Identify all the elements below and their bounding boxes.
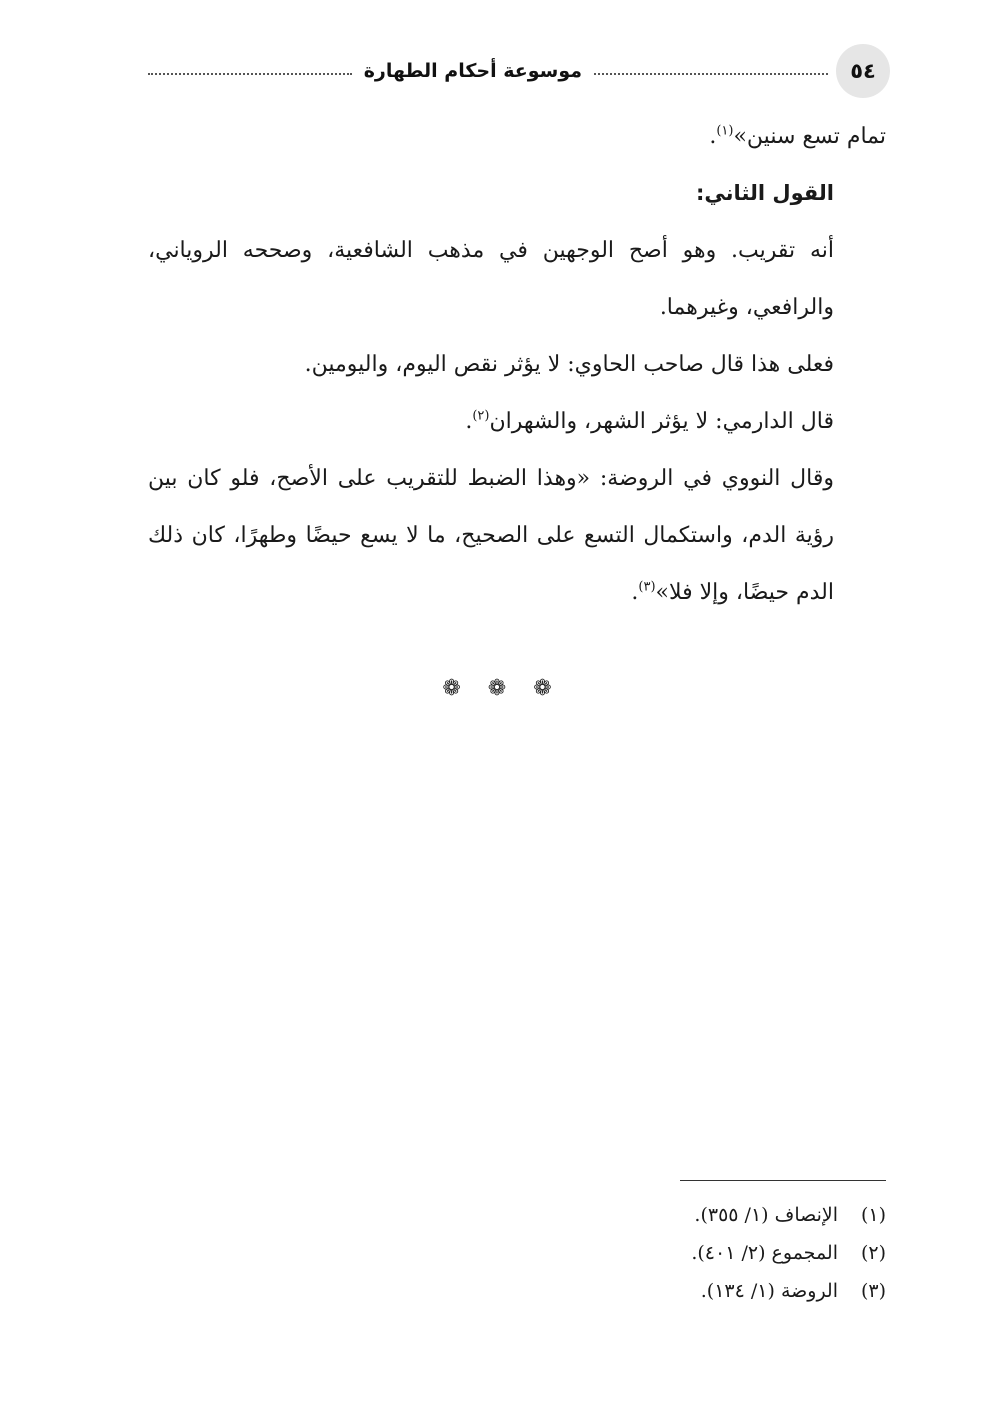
paragraph-1 <box>148 108 886 165</box>
footnote-ref-1[interactable]: (١) <box>716 123 734 139</box>
paragraph-5-end: . <box>631 580 639 605</box>
page-number-badge <box>836 44 890 98</box>
header-title-row <box>148 58 828 84</box>
main-text <box>148 108 886 621</box>
footnote-text: الإنصاف (١/ ٣٥٥). <box>694 1204 838 1226</box>
footnote-3 <box>148 1272 886 1310</box>
paragraph-5-text: وقال النووي في الروضة: «وهذا الضبط للتقريب على الأصح، فلو كان بين رؤية الدم، واستكمال التسع على الصحيح، ما لا يسع حيضًا وطهرًا، كان ذلك الدم حيضًا، وإلا فلا» <box>148 466 834 605</box>
header-dotted-leader-left <box>148 73 352 75</box>
footnote-ref-3[interactable]: (٣) <box>638 579 656 595</box>
running-header <box>148 44 890 98</box>
book-title: موسوعة أحكام الطهارة <box>363 60 582 82</box>
footnote-number: (١) <box>860 1204 886 1226</box>
paragraph-4-end: . <box>465 409 473 434</box>
section-heading: القول الثاني: <box>696 181 834 205</box>
paragraph-3: فعلى هذا قال صاحب الحاوي: لا يؤثر نقص اليوم، واليومين. <box>304 352 834 377</box>
section-separator-ornament: ❁ ❁ ❁ <box>442 676 562 701</box>
footnote-number: (٢) <box>860 1242 886 1264</box>
paragraph-5 <box>148 450 886 621</box>
footnote-text: الروضة (١/ ١٣٤). <box>700 1280 838 1302</box>
paragraph-4-text: قال الدارمي: لا يؤثر الشهر، والشهران <box>489 409 834 434</box>
page-number: ٥٤ <box>850 59 876 83</box>
paragraph-4 <box>148 393 886 450</box>
paragraph-1-text: تمام تسع سنين» <box>733 124 886 149</box>
footnote-2 <box>148 1234 886 1272</box>
footnote-text: المجموع (٢/ ٤٠١). <box>691 1242 838 1264</box>
footnote-ref-2[interactable]: (٢) <box>472 408 490 424</box>
footnote-rule <box>680 1180 886 1181</box>
header-dotted-leader-right <box>594 73 828 75</box>
footnotes <box>148 1196 886 1310</box>
footnote-number: (٣) <box>860 1280 886 1302</box>
paragraph-2: أنه تقريب. وهو أصح الوجهين في مذهب الشافعية، وصححه الروياني، والرافعي، وغيرهما. <box>148 238 834 320</box>
paragraph-1-end: . <box>709 124 717 149</box>
footnote-1 <box>148 1196 886 1234</box>
